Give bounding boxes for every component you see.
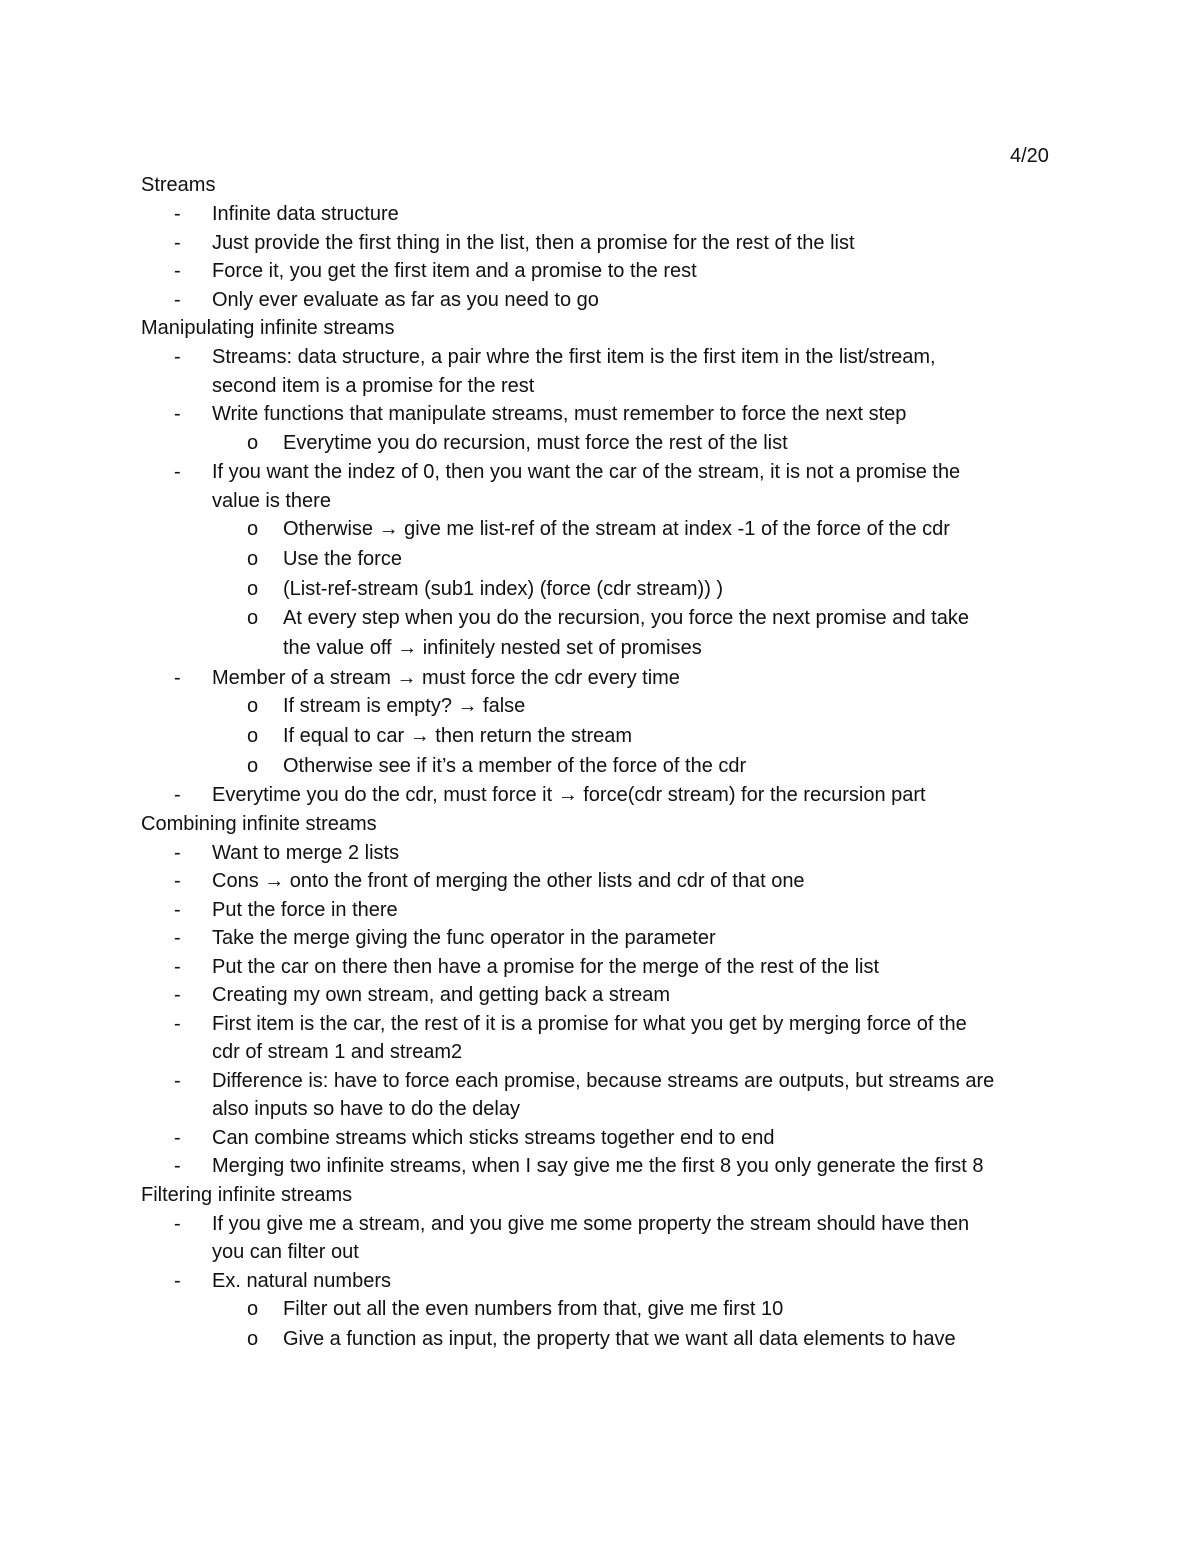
bullet-item [141, 257, 1141, 286]
bullet-text-line: Filter out all the even numbers from that, give me first 10 [283, 1298, 784, 1321]
dash-bullet-icon: - [174, 1212, 181, 1235]
dash-bullet-icon: - [174, 870, 181, 893]
bullet-text-line: Want to merge 2 lists [212, 841, 400, 864]
dash-bullet-icon: - [174, 955, 181, 978]
bullet-text-line: (List-ref-stream (sub1 index) (force (cdr stream)) ) [283, 577, 724, 600]
bullet-item [141, 400, 1141, 429]
bullet-item [141, 1267, 1141, 1296]
sub-bullet-item [141, 575, 1141, 605]
section-heading: Combining infinite streams [141, 812, 377, 835]
dash-bullet-icon: - [174, 203, 181, 225]
section-heading: Streams [141, 174, 216, 196]
section [141, 314, 1141, 810]
circle-bullet-icon: o [247, 577, 259, 600]
dash-bullet-icon: - [174, 841, 181, 864]
bullet-text-line: Everytime you do the cdr, must force it → force(cdr stream) for the recursion part [212, 784, 926, 807]
bullet-text-line: Creating my own stream, and getting back a stream [212, 984, 670, 1007]
circle-bullet-icon: o [247, 724, 259, 747]
bullet-text-line: Give a function as input, the property that we want all data elements to have [283, 1328, 956, 1351]
bullet-text-line: also inputs so have to do the delay [212, 1098, 520, 1121]
circle-bullet-icon: o [247, 518, 259, 541]
circle-bullet-icon: o [247, 431, 259, 454]
circle-bullet-icon: o [247, 1298, 259, 1321]
bullet-text-line: Otherwise → give me list-ref of the stream at index -1 of the force of the cdr [283, 518, 950, 541]
bullet-item [141, 924, 1141, 953]
bullet-text-line: Cons → onto the front of merging the other lists and cdr of that one [212, 870, 805, 893]
circle-bullet-icon: o [247, 754, 259, 777]
bullet-text-line: If stream is empty? → false [283, 695, 526, 718]
circle-bullet-icon: o [247, 695, 259, 718]
dash-bullet-icon: - [174, 288, 181, 311]
bullet-item [141, 981, 1141, 1010]
bullet-text-line: Streams: data structure, a pair whre the first item is the first item in the list/stream, [212, 346, 936, 368]
bullet-item [141, 896, 1141, 925]
dash-bullet-icon: - [174, 1269, 181, 1292]
dash-bullet-icon: - [174, 666, 181, 689]
dash-bullet-icon: - [174, 231, 181, 254]
section-heading: Manipulating infinite streams [141, 317, 395, 339]
bullet-item [141, 458, 1141, 515]
bullet-text-line: Member of a stream → must force the cdr every time [212, 666, 680, 689]
circle-bullet-icon: o [247, 1328, 259, 1351]
dash-bullet-icon: - [174, 1012, 181, 1035]
bullet-item [141, 839, 1141, 868]
dash-bullet-icon: - [174, 784, 181, 807]
notes-body [141, 171, 1141, 1355]
bullet-text-line: First item is the car, the rest of it is a promise for what you get by merging force of the [212, 1012, 967, 1035]
bullet-item [141, 1210, 1141, 1267]
dash-bullet-icon: - [174, 260, 181, 282]
bullet-item [141, 1152, 1141, 1181]
bullet-item [141, 286, 1141, 315]
bullet-item [141, 867, 1141, 896]
dash-bullet-icon: - [174, 984, 181, 1007]
sub-bullet-item [141, 1325, 1141, 1355]
bullet-text-line: Use the force [283, 547, 402, 570]
sub-bullet-item [141, 722, 1141, 752]
bullet-text-line: If you give me a stream, and you give me some property the stream should have then [212, 1212, 970, 1235]
bullet-text-line: Put the force in there [212, 898, 398, 921]
bullet-item [141, 1124, 1141, 1153]
dash-bullet-icon: - [174, 898, 181, 921]
bullet-text-line: Ex. natural numbers [212, 1269, 391, 1292]
bullet-item [141, 664, 1141, 693]
bullet-text-line: Difference is: have to force each promise, because streams are outputs, but streams are [212, 1069, 995, 1092]
bullet-item [141, 229, 1141, 258]
bullet-text-line: Just provide the first thing in the list, then a promise for the rest of the list [212, 231, 855, 254]
sub-bullet-item [141, 515, 1141, 545]
dash-bullet-icon: - [174, 461, 181, 484]
sub-bullet-item [141, 1295, 1141, 1325]
bullet-item [141, 343, 1141, 400]
bullet-text-line: If you want the indez of 0, then you want the car of the stream, it is not a promise the [212, 461, 961, 484]
bullet-text-line: Can combine streams which sticks streams together end to end [212, 1126, 775, 1149]
bullet-text-line: If equal to car → then return the stream [283, 724, 633, 747]
bullet-text-line: Everytime you do recursion, must force the rest of the list [283, 431, 788, 454]
bullet-text-line: value is there [212, 489, 331, 512]
sub-bullet-item [141, 604, 1141, 663]
bullet-text-line: Force it, you get the first item and a promise to the rest [212, 260, 697, 282]
bullet-text-line: Write functions that manipulate streams, must remember to force the next step [212, 403, 907, 425]
bullet-item [141, 1067, 1141, 1124]
date-label: 4/20 [1010, 145, 1049, 167]
bullet-text-line: second item is a promise for the rest [212, 374, 535, 397]
section [141, 1181, 1141, 1355]
dash-bullet-icon: - [174, 1155, 181, 1178]
dash-bullet-icon: - [174, 1126, 181, 1149]
bullet-text-line: Take the merge giving the func operator in the parameter [212, 927, 716, 950]
bullet-text-line: cdr of stream 1 and stream2 [212, 1041, 463, 1064]
bullet-text-line: At every step when you do the recursion, you force the next promise and take [283, 607, 969, 630]
dash-bullet-icon: - [174, 1069, 181, 1092]
section-heading: Filtering infinite streams [141, 1183, 353, 1206]
bullet-text-line: Otherwise see if it’s a member of the force of the cdr [283, 754, 747, 777]
dash-bullet-icon: - [174, 346, 181, 368]
bullet-text-line: Merging two infinite streams, when I say give me the first 8 you only generate the first 8 [212, 1155, 984, 1178]
bullet-text-line: Put the car on there then have a promise for the merge of the rest of the list [212, 955, 880, 978]
dash-bullet-icon: - [174, 403, 181, 425]
bullet-text-line: you can filter out [212, 1241, 359, 1264]
dash-bullet-icon: - [174, 927, 181, 950]
circle-bullet-icon: o [247, 547, 259, 570]
bullet-item [141, 200, 1141, 229]
section [141, 171, 1141, 314]
sub-bullet-item [141, 545, 1141, 575]
sub-bullet-item [141, 692, 1141, 722]
circle-bullet-icon: o [247, 607, 259, 630]
bullet-item [141, 781, 1141, 810]
section [141, 810, 1141, 1181]
bullet-text-line: the value off → infinitely nested set of promises [283, 637, 702, 660]
sub-bullet-item [141, 429, 1141, 459]
sub-bullet-item [141, 752, 1141, 782]
bullet-text-line: Only ever evaluate as far as you need to go [212, 288, 599, 311]
bullet-item [141, 1010, 1141, 1067]
bullet-item [141, 953, 1141, 982]
bullet-text-line: Infinite data structure [212, 203, 399, 225]
